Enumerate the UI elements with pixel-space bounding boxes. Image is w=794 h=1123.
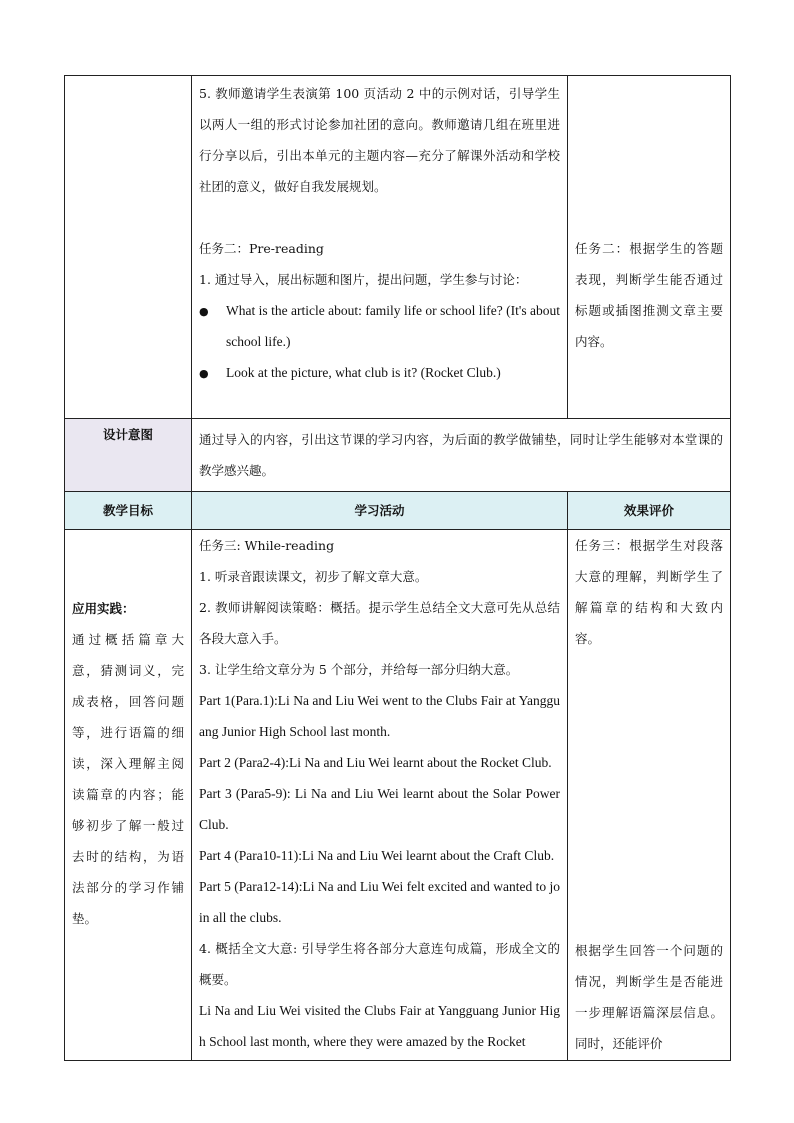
goal-cell-empty bbox=[65, 76, 192, 419]
design-intent-label: 设计意图 bbox=[65, 419, 192, 492]
activity-cell bbox=[192, 530, 568, 1061]
lesson-plan-table bbox=[64, 75, 731, 1061]
bullet-text: What is the article about: family life or school life? (It's about school life.) bbox=[226, 303, 560, 349]
activity-paragraph: 1. 听录音跟读课文，初步了解文章大意。 bbox=[199, 569, 428, 584]
table-row bbox=[65, 419, 731, 492]
bullet-icon bbox=[199, 357, 226, 389]
activity-paragraph: 3. 让学生给文章分为 5 个部分，并给每一部分归纳大意。 bbox=[199, 662, 519, 677]
evaluation-text: 任务三：根据学生对段落大意的理解，判断学生了解篇章的结构和大致内容。 bbox=[575, 538, 723, 646]
design-intent-paragraph: 通过导入的内容，引出这节课的学习内容，为后面的教学做铺垫，同时让学生能够对本堂课的教学感兴趣。 bbox=[199, 432, 723, 478]
task-two-title: 任务二：Pre-reading bbox=[199, 241, 324, 256]
table-row bbox=[65, 76, 731, 419]
part-summary: Part 1(Para.1):Li Na and Liu Wei went to the Clubs Fair at Yangguang Junior High School last month. bbox=[199, 693, 560, 739]
header-activity: 学习活动 bbox=[192, 492, 568, 530]
bullet-item bbox=[199, 295, 560, 357]
design-intent-text bbox=[192, 419, 731, 492]
summary-text: Li Na and Liu Wei visited the Clubs Fair at Yangguang Junior High School last month, where they were amazed by the Rocket bbox=[199, 1003, 560, 1049]
goal-text: 通过概括篇章大意，猜测词义，完成表格，回答问题等，进行语篇的细读，深入理解主阅读篇章的内容；能够初步了解一般过去时的结构，为语法部分的学习作铺垫。 bbox=[72, 632, 184, 926]
activity-paragraph: 4. 概括全文大意: 引导学生将各部分大意连句成篇，形成全文的概要。 bbox=[199, 941, 560, 987]
task-three-title: 任务三: While-reading bbox=[199, 538, 335, 553]
evaluation-cell bbox=[568, 530, 731, 1061]
activity-paragraph: 5. 教师邀请学生表演第 100 页活动 2 中的示例对话，引导学生以两人一组的形式讨论参加社团的意向。教师邀请几组在班里进行分享以后，引出本单元的主题内容—充分了解课外活动和学校社团的意义，做好自我发展规划。 bbox=[199, 86, 560, 194]
goal-title: 应用实践： bbox=[72, 601, 135, 616]
table-row bbox=[65, 530, 731, 1061]
activity-paragraph: 1. 通过导入，展出标题和图片，提出问题，学生参与讨论： bbox=[199, 272, 528, 287]
bullet-item bbox=[199, 357, 560, 389]
header-goal: 教学目标 bbox=[65, 492, 192, 530]
evaluation-text: 根据学生回答一个问题的情况，判断学生是否能进一步理解语篇深层信息。同时，还能评价 bbox=[575, 943, 723, 1051]
part-summary: Part 4 (Para10-11):Li Na and Liu Wei learnt about the Craft Club. bbox=[199, 848, 555, 863]
activity-cell bbox=[192, 76, 568, 419]
evaluation-cell bbox=[568, 76, 731, 419]
part-summary: Part 3 (Para5-9): Li Na and Liu Wei learnt about the Solar Power Club. bbox=[199, 786, 560, 832]
part-summary: Part 2 (Para2-4):Li Na and Liu Wei learnt about the Rocket Club. bbox=[199, 755, 552, 770]
activity-paragraph: 2. 教师讲解阅读策略：概括。提示学生总结全文大意可先从总结各段大意入手。 bbox=[199, 600, 560, 646]
bullet-icon bbox=[199, 295, 226, 357]
table-header-row bbox=[65, 492, 731, 530]
goal-cell bbox=[65, 530, 192, 1061]
header-evaluation: 效果评价 bbox=[568, 492, 731, 530]
bullet-text: Look at the picture, what club is it? (Rocket Club.) bbox=[226, 365, 501, 380]
part-summary: Part 5 (Para12-14):Li Na and Liu Wei felt excited and wanted to join all the clubs. bbox=[199, 879, 560, 925]
evaluation-text: 任务二：根据学生的答题表现，判断学生能否通过标题或插图推测文章主要内容。 bbox=[575, 241, 723, 349]
